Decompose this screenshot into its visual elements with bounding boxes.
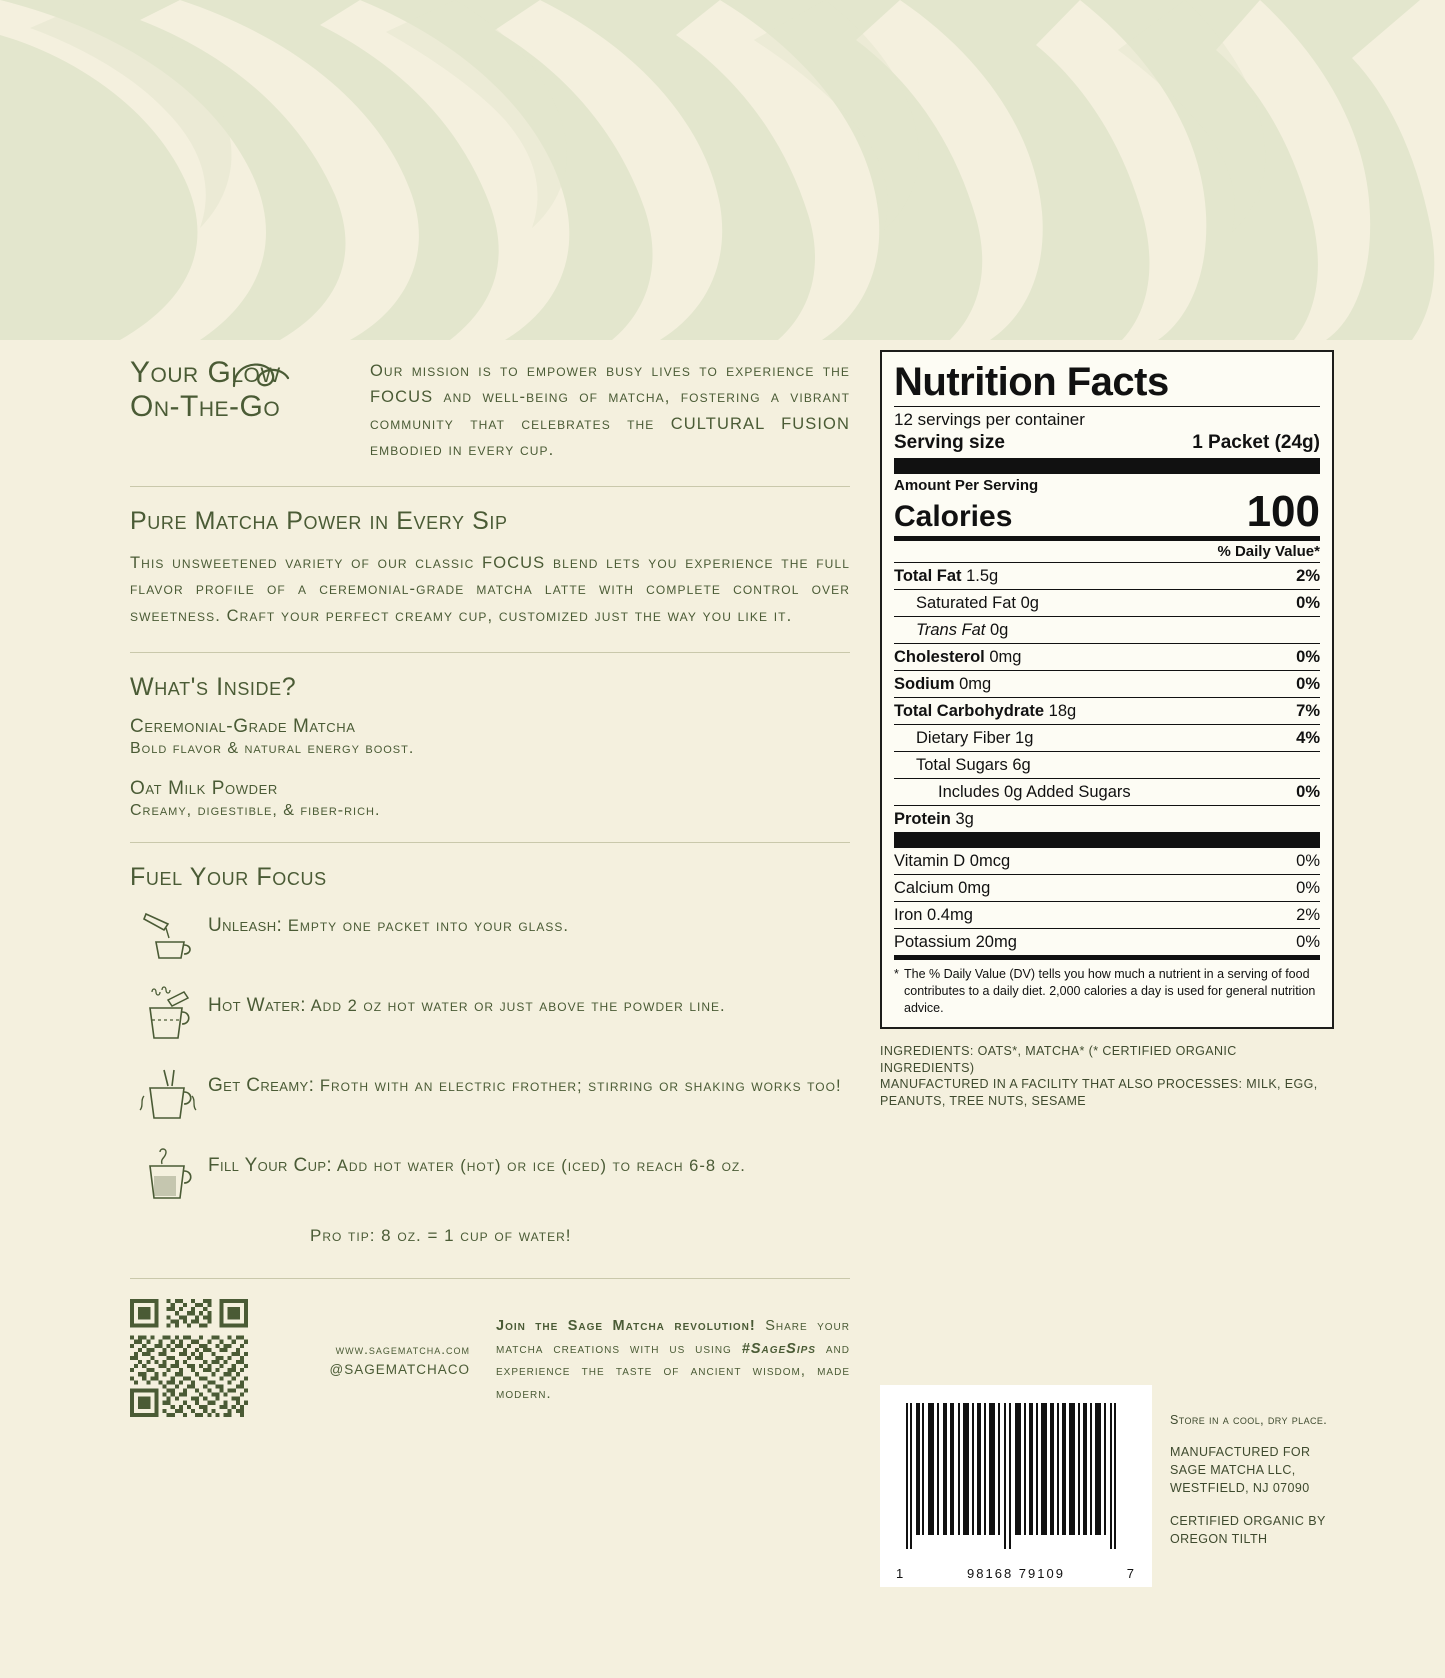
step-row bbox=[130, 986, 850, 1044]
ingredient-name: Ceremonial-Grade Matcha bbox=[130, 715, 356, 737]
pro-tip-text: Pro tip: 8 oz. = 1 cup of water! bbox=[310, 1225, 572, 1245]
step-row bbox=[130, 906, 850, 964]
barcode-left-digit: 1 bbox=[896, 1566, 906, 1581]
nutrient-dv: 4% bbox=[1296, 729, 1320, 747]
step-row bbox=[130, 1146, 850, 1204]
nutrient-row bbox=[894, 671, 1320, 697]
micronutrient-row bbox=[894, 875, 1320, 901]
nutrient-amount: 0mg bbox=[959, 675, 992, 693]
nutrient-dv: 7% bbox=[1296, 702, 1320, 720]
micronutrient-dv: 0% bbox=[1296, 933, 1320, 951]
qr-code[interactable] bbox=[130, 1299, 260, 1422]
micronutrient-name: Vitamin D 0mcg bbox=[894, 852, 1011, 870]
micronutrient-row bbox=[894, 929, 1320, 955]
manufactured-for-label: MANUFACTURED FOR bbox=[1170, 1445, 1311, 1460]
nutrient-amount: 1.5g bbox=[966, 567, 999, 585]
ingredient-desc: Bold flavor & natural energy boost. bbox=[130, 739, 415, 757]
step-text bbox=[208, 986, 726, 1021]
join-body-2: and experience the taste of ancient wisdom, made modern. bbox=[496, 1340, 850, 1402]
brand-links bbox=[260, 1340, 496, 1381]
nutrient-amount: 6g bbox=[1012, 756, 1031, 774]
join-community-text bbox=[496, 1315, 850, 1405]
nutrient-dv: 2% bbox=[1296, 567, 1320, 585]
step-label: Hot Water: bbox=[208, 994, 306, 1016]
step-label: Unleash: bbox=[208, 914, 283, 936]
manufacturer-block bbox=[1170, 1443, 1327, 1497]
company-address: WESTFIELD, NJ 07090 bbox=[1170, 1481, 1310, 1496]
section-body-power: This unsweetened variety of our classic FOCUS blend lets you experience the full flavor profile of a ceremonial-grade matcha latte with complete control over sweetness. Craft your perfect creamy cup, customized just the way you like it. bbox=[130, 553, 850, 625]
ingredients-block bbox=[880, 1043, 1320, 1111]
step-label: Fill Your Cup: bbox=[208, 1154, 333, 1176]
barcode-legal-block bbox=[880, 1385, 1327, 1587]
nutrition-facts-title: Nutrition Facts bbox=[894, 360, 1169, 404]
nutrient-dv: 0% bbox=[1296, 675, 1320, 693]
nutrient-name: Total Sugars bbox=[916, 756, 1008, 774]
divider bbox=[130, 842, 850, 843]
hot-water-cup-icon bbox=[130, 986, 208, 1044]
nutrient-amount: 18g bbox=[1048, 702, 1077, 720]
decorative-leaf-band bbox=[0, 0, 1445, 340]
micronutrient-row bbox=[894, 848, 1320, 874]
nutrient-amount: 1g bbox=[1015, 729, 1034, 747]
hero-title-line2: On-The-Go bbox=[130, 389, 281, 423]
left-content-column bbox=[130, 350, 850, 1422]
micronutrient-name: Calcium 0mg bbox=[894, 879, 991, 897]
nutrient-name: Dietary Fiber bbox=[916, 729, 1011, 747]
nutrition-facts-panel bbox=[880, 350, 1334, 1029]
step-text bbox=[208, 906, 569, 941]
micronutrient-dv: 0% bbox=[1296, 879, 1320, 897]
nutrient-name: Trans Fat bbox=[916, 621, 986, 639]
join-headline: Join the Sage Matcha revolution! bbox=[496, 1318, 756, 1335]
ingredient-desc: Creamy, digestible, & fiber-rich. bbox=[130, 801, 381, 819]
nutrient-name: Includes 0g Added Sugars bbox=[938, 783, 1131, 801]
barcode-main-digits: 98168 79109 bbox=[967, 1566, 1065, 1581]
divider bbox=[130, 652, 850, 653]
calories-value: 100 bbox=[1246, 487, 1320, 536]
daily-value-footnote bbox=[894, 960, 1320, 1017]
micronutrient-dv: 2% bbox=[1296, 906, 1320, 924]
step-text bbox=[208, 1146, 746, 1181]
step-row bbox=[130, 1066, 850, 1124]
footer-block bbox=[130, 1299, 850, 1422]
barcode-digits bbox=[896, 1566, 1136, 1581]
leaf-flourish-icon bbox=[230, 356, 290, 396]
micronutrient-dv: 0% bbox=[1296, 852, 1320, 870]
certified-label: CERTIFIED ORGANIC BY bbox=[1170, 1513, 1326, 1528]
nutrient-dv: 0% bbox=[1296, 648, 1320, 666]
daily-value-header: % Daily Value* bbox=[1217, 543, 1320, 560]
nutrient-amount: 0g bbox=[1020, 594, 1039, 612]
amount-per-serving-label: Amount Per Serving bbox=[894, 477, 1039, 494]
nutrient-row bbox=[894, 563, 1320, 589]
join-body-1: Share your matcha creations with us using bbox=[496, 1318, 850, 1357]
step-detail: Froth with an electric frother; stirring or shaking works too! bbox=[319, 1076, 842, 1095]
barcode-right-digit: 7 bbox=[1126, 1566, 1136, 1581]
certifier-name: OREGON TILTH bbox=[1170, 1531, 1268, 1546]
hashtag: #SageSips bbox=[741, 1340, 816, 1357]
nutrient-dv: 0% bbox=[1296, 594, 1320, 612]
barcode-icon bbox=[896, 1399, 1136, 1559]
nutrient-name: Saturated Fat bbox=[916, 594, 1016, 612]
hero-title-line1: Your Glow bbox=[130, 356, 281, 389]
micronutrient-name: Potassium 20mg bbox=[894, 933, 1017, 951]
step-detail: Add 2 oz hot water or just above the powder line. bbox=[310, 996, 726, 1015]
micronutrient-name: Iron 0.4mg bbox=[894, 906, 973, 924]
step-detail: Add hot water (hot) or ice (iced) to reach 6-8 oz. bbox=[336, 1156, 746, 1175]
barcode bbox=[880, 1385, 1152, 1587]
packet-pour-icon bbox=[130, 906, 208, 964]
nutrient-name: Total Carbohydrate bbox=[894, 702, 1045, 720]
divider bbox=[130, 1278, 850, 1279]
company-name: SAGE MATCHA LLC, bbox=[1170, 1463, 1296, 1478]
nutrient-row bbox=[894, 698, 1320, 724]
serving-size-value: 1 Packet (24g) bbox=[1192, 432, 1320, 453]
section-heading-inside: What's Inside? bbox=[130, 672, 297, 701]
section-heading-power: Pure Matcha Power in Every Sip bbox=[130, 506, 508, 535]
servings-per-container: 12 servings per container bbox=[894, 410, 1085, 429]
nutrient-amount: 0g bbox=[989, 621, 1009, 639]
step-detail: Empty one packet into your glass. bbox=[287, 916, 569, 935]
filled-cup-icon bbox=[130, 1146, 208, 1204]
footnote-text: The % Daily Value (DV) tells you how much a nutrient in a serving of food contributes to a daily diet. 2,000 calories a day is used for general nutrition advice. bbox=[904, 967, 1316, 1015]
right-content-column bbox=[880, 350, 1330, 1110]
nutrient-row bbox=[894, 752, 1320, 778]
serving-size-row bbox=[894, 432, 1320, 454]
nutrient-row bbox=[894, 725, 1320, 751]
ingredient-name: Oat Milk Powder bbox=[130, 777, 278, 799]
leaf-pattern-icon bbox=[0, 0, 1445, 340]
legal-info bbox=[1170, 1385, 1327, 1562]
nutrient-row bbox=[894, 779, 1320, 805]
hero-mission-text: Our mission is to empower busy lives to experience the FOCUS and well-being of matcha, fostering a vibrant community that celebrates the CULTURAL FUSION embodied in every cup. bbox=[370, 362, 850, 460]
certification-block bbox=[1170, 1512, 1327, 1548]
step-text bbox=[208, 1066, 842, 1101]
section-heading-fuel: Fuel Your Focus bbox=[130, 862, 327, 891]
nutrient-name: Total Fat bbox=[894, 567, 962, 585]
nutrient-row bbox=[894, 617, 1320, 643]
nutrient-row bbox=[894, 590, 1320, 616]
divider bbox=[130, 486, 850, 487]
qr-code-icon[interactable] bbox=[130, 1299, 248, 1417]
frother-cup-icon bbox=[130, 1066, 208, 1124]
serving-size-label: Serving size bbox=[894, 432, 1005, 453]
allergen-text: MANUFACTURED IN A FACILITY THAT ALSO PROCESSES: MILK, EGG, PEANUTS, TREE NUTS, SESAME bbox=[880, 1077, 1318, 1109]
calories-row bbox=[894, 487, 1320, 536]
calories-label: Calories bbox=[894, 500, 1013, 533]
asterisk: * bbox=[894, 967, 899, 981]
ingredients-text: INGREDIENTS: OATS*, MATCHA* (* CERTIFIED ORGANIC INGREDIENTS) bbox=[880, 1043, 1237, 1075]
nutrient-name: Sodium bbox=[894, 675, 955, 693]
nutrient-row bbox=[894, 644, 1320, 670]
nutrient-name: Cholesterol bbox=[894, 648, 985, 666]
social-handle[interactable]: @SAGEMATCHACO bbox=[329, 1362, 470, 1378]
step-label: Get Creamy: bbox=[208, 1074, 315, 1096]
nutrient-dv: 0% bbox=[1296, 783, 1320, 801]
nutrient-name: Protein bbox=[894, 810, 951, 828]
nutrient-row bbox=[894, 806, 1320, 832]
website-url[interactable]: www.sagematcha.com bbox=[335, 1341, 470, 1357]
nutrient-amount: 0mg bbox=[989, 648, 1022, 666]
storage-instruction: Store in a cool, dry place. bbox=[1170, 1413, 1328, 1427]
micronutrient-row bbox=[894, 902, 1320, 928]
nutrient-amount: 3g bbox=[955, 810, 974, 828]
